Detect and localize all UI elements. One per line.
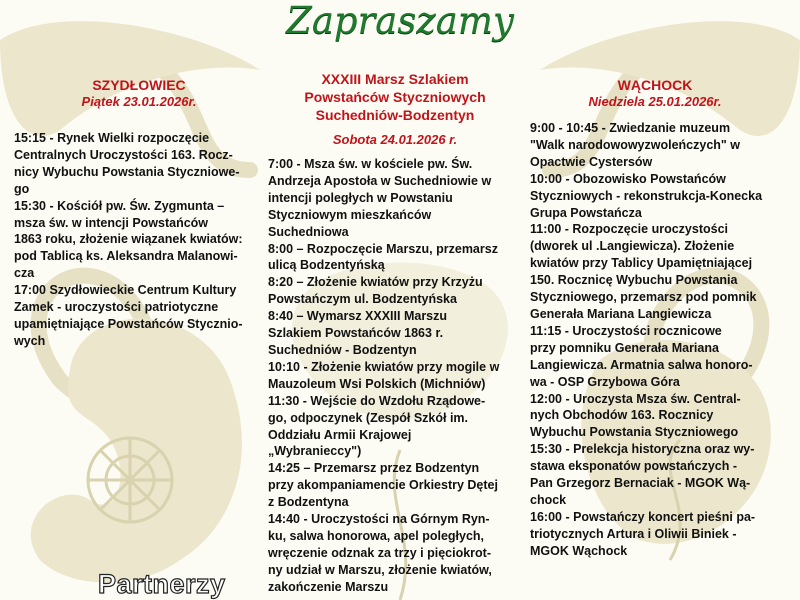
- column-heading-line: Suchedniów-Bodzentyn: [315, 107, 475, 123]
- schedule-line: 7:00 - Msza św. w kościele pw. Św.: [268, 157, 473, 171]
- schedule-line: ulicą Bodzentyńską: [268, 258, 385, 273]
- schedule-line: kwiatów przy Tablicy Upamiętniającej: [530, 256, 753, 271]
- schedule-line: triotycznych Artura i Oliwii Biniek -: [530, 526, 737, 541]
- schedule-line: wa - OSP Grzybowa Góra: [530, 374, 680, 389]
- schedule-line: Powstańczym ul. Bodzentyńska: [268, 292, 457, 307]
- schedule-line: 12:00 - Uroczysta Msza św. Central-: [530, 391, 741, 406]
- schedule-line: nych Obchodów 163. Rocznicy: [530, 408, 714, 423]
- column-date: Piątek 23.01.2026r.: [81, 94, 197, 109]
- schedule-line: 10:10 - Złożenie kwiatów przy mogile w: [268, 359, 500, 374]
- schedule-list: [14, 130, 264, 350]
- schedule-line: "Walk narodowowyzwoleńczych" w: [530, 137, 741, 152]
- schedule-line: 17:00 Szydłowieckie Centrum Kultury: [14, 283, 237, 298]
- schedule-line: Styczniowego, przemarsz pod pomnik: [530, 290, 757, 305]
- schedule-line: Pan Grzegorz Bernaciak - MGOK Wą-: [530, 476, 751, 491]
- schedule-line: Suchedniowa: [268, 224, 349, 239]
- partners-label: Partnerzy: [98, 569, 226, 599]
- schedule-line: (dworek ul .Langiewicza). Złożenie: [530, 239, 735, 254]
- schedule-line: 8:40 – Wymarsz XXXIII Marszu: [268, 309, 448, 324]
- schedule-line: 8:00 – Rozpoczęcie Marszu, przemarsz: [268, 241, 498, 256]
- schedule-line: MGOK Wąchock: [530, 543, 628, 558]
- schedule-line: 15:30 - Kościół pw. Św. Zygmunta –: [14, 198, 225, 213]
- column-szydlowiec: [14, 76, 264, 350]
- schedule-line: 10:00 - Obozowisko Powstańców: [530, 171, 726, 186]
- schedule-line: cza: [14, 266, 35, 281]
- schedule-line: 150. Rocznicę Wybuchu Powstania: [530, 273, 738, 288]
- schedule-line: intencji poległych w Powstaniu: [268, 190, 453, 205]
- schedule-line: 8:20 – Złożenie kwiatów przy Krzyżu: [268, 275, 483, 290]
- column-heading: WĄCHOCK: [617, 77, 693, 93]
- schedule-line: ku, salwa honorowa, apel poległych,: [268, 528, 485, 543]
- schedule-line: z Bodzentyna: [268, 495, 349, 510]
- schedule-list: [530, 120, 780, 560]
- schedule-line: Grupa Powstańcza: [530, 205, 642, 220]
- schedule-line: Styczniowym mieszkańców: [268, 207, 432, 222]
- schedule-line: Andrzeja Apostoła w Suchedniowie w: [268, 173, 492, 188]
- schedule-line: go: [14, 181, 30, 196]
- schedule-line: ny udział w Marszu, złożenie kwiatów,: [268, 562, 492, 577]
- schedule-line: Langiewicza. Armatnia salwa honoro-: [530, 357, 753, 372]
- schedule-line: 9:00 - 10:45 - Zwiedzanie muzeum: [530, 121, 731, 135]
- schedule-line: 16:00 - Powstańczy koncert pieśni pa-: [530, 509, 756, 524]
- schedule-line: stawa eksponatów powstańczych -: [530, 459, 737, 474]
- schedule-line: Szlakiem Powstańców 1863 r.: [268, 326, 444, 341]
- schedule-line: 15:15 - Rynek Wielki rozpoczęcie: [14, 131, 210, 145]
- schedule-line: Mauzoleum Wsi Polskich (Michniów): [268, 376, 486, 391]
- schedule-line: Centralnych Uroczystości 163. Rocz-: [14, 147, 233, 162]
- schedule-line: go, odpoczynek (Zespół Szkół im.: [268, 410, 469, 425]
- schedule-line: pod Tablicą ks. Aleksandra Malanowi-: [14, 249, 238, 264]
- schedule-line: 11:30 - Wejście do Wzdołu Rządowe-: [268, 393, 486, 408]
- column-marsz: [268, 70, 522, 596]
- schedule-line: Wybuchu Powstania Styczniowego: [530, 425, 739, 440]
- schedule-line: 11:00 - Rozpoczęcie uroczystości: [530, 222, 728, 237]
- schedule-line: przy pomniku Generała Mariana: [530, 340, 719, 355]
- schedule-line: nicy Wybuchu Powstania Styczniowe-: [14, 164, 240, 179]
- schedule-line: 14:40 - Uroczystości na Górnym Ryn-: [268, 512, 490, 527]
- schedule-line: wręczenie odznak za trzy i pięciokrot-: [268, 545, 491, 560]
- schedule-line: Opactwie Cystersów: [530, 154, 653, 169]
- schedule-line: 11:15 - Uroczystości rocznicowe: [530, 323, 722, 338]
- schedule-line: zakończenie Marszu: [268, 579, 389, 594]
- schedule-line: upamiętniające Powstańców Stycznio-: [14, 316, 243, 331]
- schedule-line: „Wybranieccy"): [268, 444, 362, 459]
- schedule-line: 14:25 – Przemarsz przez Bodzentyn: [268, 461, 480, 476]
- schedule-line: Styczniowych - rekonstrukcja-Konecka: [530, 188, 763, 203]
- column-heading-line: XXXIII Marsz Szlakiem: [321, 71, 469, 87]
- schedule-list: [268, 156, 522, 596]
- page-title: Zapraszamy: [286, 0, 514, 42]
- schedule-line: Suchedniów - Bodzentyn: [268, 342, 417, 357]
- schedule-line: Zamek - uroczystości patriotyczne: [14, 300, 219, 315]
- schedule-line: msza św. w intencji Powstańców: [14, 215, 209, 230]
- column-date: Niedziela 25.01.2026r.: [588, 94, 722, 109]
- schedule-line: chock: [530, 492, 567, 507]
- schedule-line: wych: [14, 333, 46, 348]
- schedule-line: przy akompaniamencie Orkiestry Dętej: [268, 478, 498, 493]
- column-date: Sobota 24.01.2026 r.: [332, 132, 458, 147]
- schedule-line: 15:30 - Prelekcja historyczna oraz wy-: [530, 442, 755, 457]
- column-heading: SZYDŁOWIEC: [92, 77, 186, 93]
- schedule-line: Oddziału Armii Krajowej: [268, 427, 412, 442]
- column-heading-line: Powstańców Styczniowych: [304, 89, 486, 105]
- schedule-line: 1863 roku, złożenie wiązanek kwiatów:: [14, 232, 243, 247]
- column-wachock: [530, 76, 780, 560]
- schedule-line: Generała Mariana Langiewicza: [530, 306, 712, 321]
